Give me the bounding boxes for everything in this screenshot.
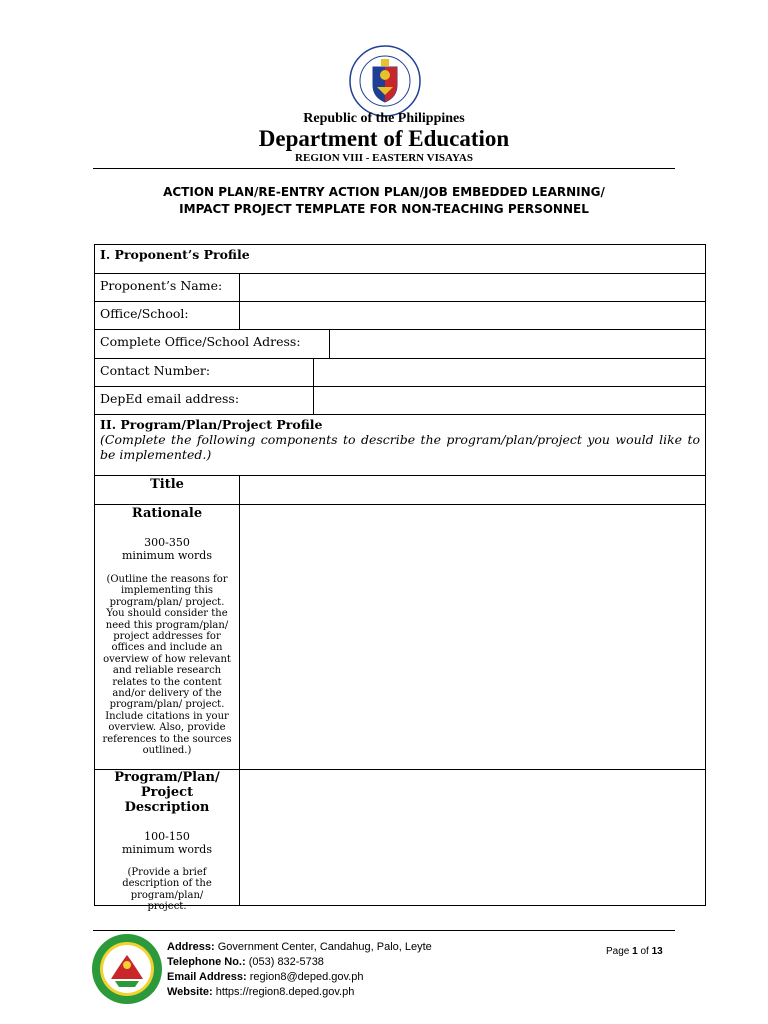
description-row — [95, 770, 705, 913]
region-viii-seal-logo — [91, 933, 163, 1005]
title-field[interactable] — [239, 476, 705, 504]
proponent-name-field[interactable] — [239, 274, 705, 301]
description-word-count: 100-150 minimum words — [122, 830, 212, 856]
footer-address — [167, 940, 432, 955]
office-address-field[interactable] — [329, 330, 705, 358]
description-label-cell — [95, 770, 239, 913]
template-title — [0, 184, 768, 218]
contact-number-row — [95, 359, 705, 387]
address-label: Address: — [167, 941, 215, 953]
page-total: 13 — [651, 946, 663, 957]
section-1-header-row — [95, 245, 705, 274]
proponent-name-row — [95, 274, 705, 302]
email-address-label: Email Address: — [167, 971, 247, 983]
title-row — [95, 476, 705, 505]
email-address-value[interactable]: region8@deped.gov.ph — [249, 971, 364, 983]
email-row — [95, 387, 705, 415]
section-2-header-row — [95, 415, 705, 476]
deped-seal-logo — [349, 45, 421, 117]
footer-divider — [93, 930, 675, 931]
footer-website — [167, 985, 432, 1000]
rationale-row — [95, 505, 705, 770]
footer-email — [167, 970, 432, 985]
page-prefix: Page — [606, 946, 630, 957]
section-2-note: (Complete the following components to describe the program/plan/project you would like to be implemented.) — [100, 432, 700, 462]
rationale-word-count: 300-350 minimum words — [122, 536, 212, 562]
page-of: of — [640, 946, 649, 957]
office-school-label: Office/School: — [100, 306, 189, 321]
rationale-instructions: (Outline the reasons for implementing this program/plan/ project. You should consider the need this program/plan/ project addresses for offices and include an overview of how relevant and reliable research relates to the content and/or delivery of the program/plan/ project. Include citations in your overview. Also, provide references to the sources outlined.) — [102, 574, 232, 757]
description-label-line-2: Project — [140, 785, 194, 800]
rationale-label: Rationale — [131, 506, 203, 521]
description-field[interactable] — [239, 770, 705, 905]
footer-contact-block — [167, 940, 432, 1000]
contact-number-field[interactable] — [313, 359, 705, 386]
description-label-line-3: Description — [124, 800, 210, 815]
office-school-row — [95, 302, 705, 330]
address-value: Government Center, Candahug, Palo, Leyte — [217, 941, 432, 953]
rationale-label-cell — [95, 505, 239, 769]
title-label: Title — [150, 477, 184, 492]
page-number — [606, 946, 663, 957]
template-title-line-2: IMPACT PROJECT TEMPLATE FOR NON-TEACHING PERSONNEL — [179, 202, 589, 216]
section-2-heading: II. Program/Plan/Project Profile — [100, 417, 323, 432]
office-address-label: Complete Office/School Adress: — [100, 334, 301, 349]
section-1-heading: I. Proponent’s Profile — [100, 247, 250, 262]
footer-telephone — [167, 955, 432, 970]
republic-line: Republic of the Philippines — [303, 111, 465, 126]
description-instructions: (Provide a brief description of the program/plan/ project. — [122, 867, 212, 913]
office-school-field[interactable] — [239, 302, 705, 329]
telephone-label: Telephone No.: — [167, 956, 246, 968]
office-address-row — [95, 330, 705, 359]
rationale-field[interactable] — [239, 505, 705, 769]
region-line: REGION VIII - EASTERN VISAYAS — [295, 152, 473, 164]
page-current: 1 — [632, 946, 638, 957]
description-label-line-1: Program/Plan/ — [114, 770, 220, 785]
website-value[interactable]: https://region8.deped.gov.ph — [215, 986, 355, 998]
website-label: Website: — [167, 986, 213, 998]
department-name: Department of Education — [258, 126, 510, 151]
title-label-cell — [95, 476, 239, 504]
header-divider — [93, 168, 675, 169]
telephone-value: (053) 832-5738 — [248, 956, 324, 968]
proponent-form-table — [94, 244, 706, 913]
proponent-name-label: Proponent’s Name: — [100, 278, 223, 293]
email-field[interactable] — [313, 387, 705, 414]
contact-number-label: Contact Number: — [100, 363, 211, 378]
email-label: DepEd email address: — [100, 391, 240, 406]
template-title-line-1: ACTION PLAN/RE-ENTRY ACTION PLAN/JOB EMBEDDED LEARNING/ — [163, 185, 605, 199]
